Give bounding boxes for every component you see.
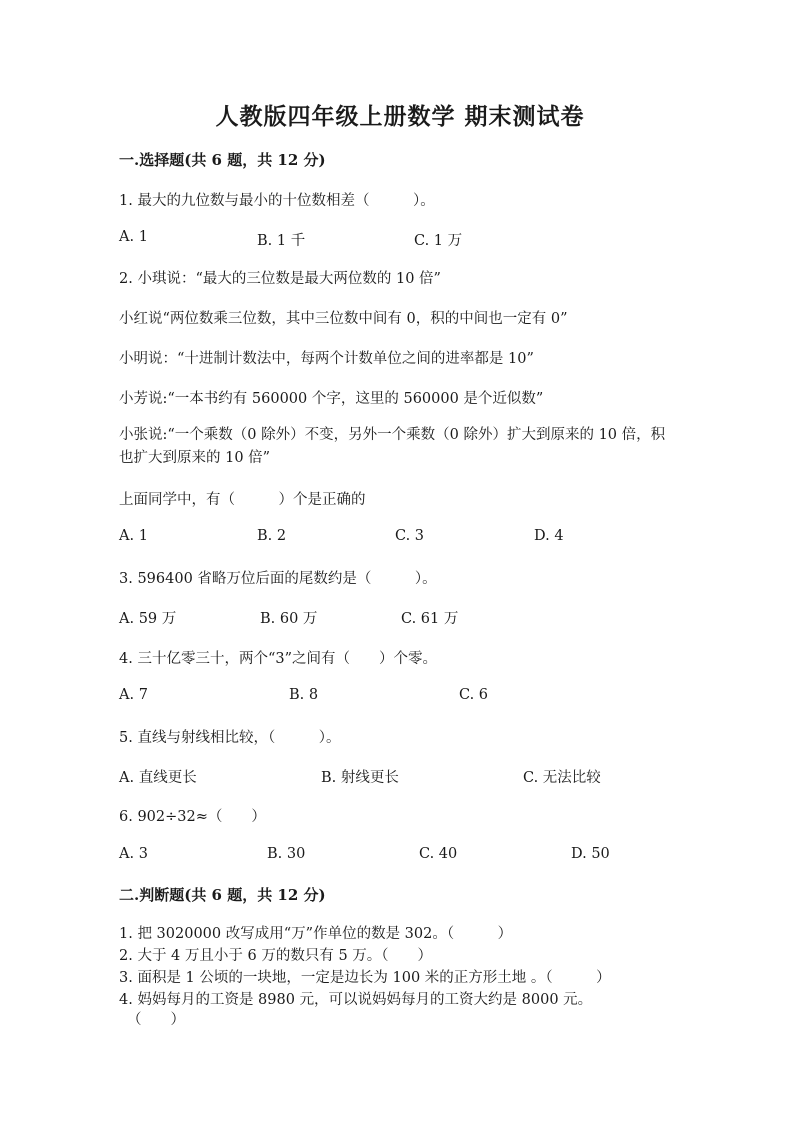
question-2-line-1: 2. 小琪说：“最大的三位数是最大两位数的 10 倍” <box>119 271 441 287</box>
question-4-option-c: C. 6 <box>459 687 489 703</box>
question-6-stem: 6. 902÷32≈（ ） <box>119 809 266 825</box>
judge-item-2: 2. 大于 4 万且小于 6 万的数只有 5 万。（ ） <box>119 948 433 964</box>
question-3-stem: 3. 596400 省略万位后面的尾数约是（ ）。 <box>119 571 437 587</box>
question-1-stem: 1. 最大的九位数与最小的十位数相差（ ）。 <box>119 193 435 209</box>
judge-item-1: 1. 把 3020000 改写成用“万”作单位的数是 302。（ ） <box>119 926 513 942</box>
section-heading-judge: 二.判断题(共 6 题，共 12 分) <box>119 886 326 904</box>
question-2-line-3: 小明说：“十进制计数法中，每两个计数单位之间的进率都是 10” <box>119 351 534 367</box>
judge-item-4: 4. 妈妈每月的工资是 8980 元，可以说妈妈每月的工资大约是 8000 元。 <box>119 992 593 1008</box>
question-2-line-5: 小张说:“一个乘数（0 除外）不变，另外一个乘数（0 除外）扩大到原来的 10 倍，积也扩大到原来的 10 倍” <box>119 427 666 466</box>
question-4-option-a: A. 7 <box>119 687 148 703</box>
question-6-option-d: D. 50 <box>571 846 610 862</box>
question-3-option-a: A. 59 万 <box>119 611 177 627</box>
question-6-option-a: A. 3 <box>119 846 148 862</box>
question-2-line-6: 上面同学中，有（ ）个是正确的 <box>119 492 366 508</box>
question-6-option-b: B. 30 <box>267 846 306 862</box>
question-4-stem: 4. 三十亿零三十，两个“3”之间有（ ）个零。 <box>119 651 437 667</box>
question-5-option-b: B. 射线更长 <box>321 770 399 786</box>
question-1-option-a: A. 1 <box>119 229 148 245</box>
judge-item-3: 3. 面积是 1 公顷的一块地，一定是边长为 100 米的正方形土地 。（ ） <box>119 970 611 986</box>
question-2-line-4: 小芳说:“一本书约有 560000 个字，这里的 560000 是个近似数” <box>119 391 544 407</box>
question-2-line-2: 小红说“两位数乘三位数，其中三位数中间有 0，积的中间也一定有 0” <box>119 311 568 327</box>
question-5-option-c: C. 无法比较 <box>523 770 601 786</box>
question-5-stem: 5. 直线与射线相比较，（ ）。 <box>119 730 341 746</box>
question-3-option-b: B. 60 万 <box>260 611 318 627</box>
question-2-option-c: C. 3 <box>395 528 425 544</box>
question-1-option-b: B. 1 千 <box>257 233 306 249</box>
question-2-option-a: A. 1 <box>119 528 148 544</box>
question-2-option-b: B. 2 <box>257 528 287 544</box>
question-3-option-c: C. 61 万 <box>401 611 459 627</box>
section-heading-choice: 一.选择题(共 6 题，共 12 分) <box>119 151 326 169</box>
question-4-option-b: B. 8 <box>289 687 319 703</box>
judge-item-4-answer: （ ） <box>127 1012 185 1028</box>
question-6-option-c: C. 40 <box>419 846 458 862</box>
question-2-option-d: D. 4 <box>534 528 564 544</box>
question-5-option-a: A. 直线更长 <box>119 770 197 786</box>
page-title: 人教版四年级上册数学 期末测试卷 <box>215 103 585 130</box>
question-1-option-c: C. 1 万 <box>414 233 463 249</box>
